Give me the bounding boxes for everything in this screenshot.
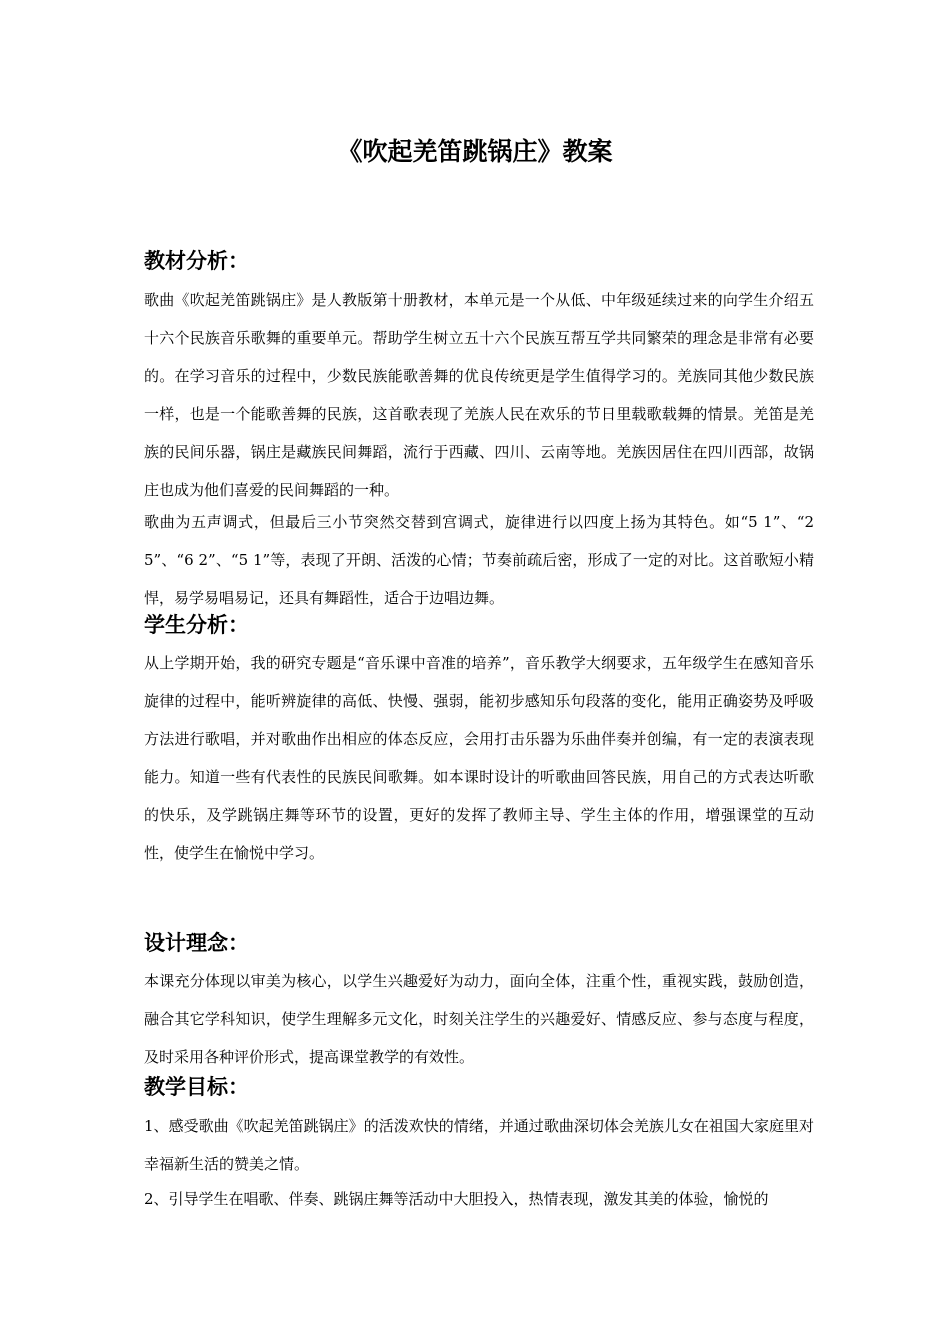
section-heading-student-analysis: 学生分析：: [144, 613, 249, 637]
section-heading-design-concept: 设计理念：: [144, 931, 249, 955]
document-title: 《吹起羌笛跳锅庄》教案: [337, 137, 613, 166]
paragraph-teaching-goal-2: 2、引导学生在唱歌、伴奏、跳锅庄舞等活动中大胆投入，热情表现，激发其美的体验，愉悦的: [144, 1190, 769, 1208]
paragraph-textbook-analysis-2: 歌曲为五声调式，但最后三小节突然交替到宫调式，旋律进行以四度上扬为其特色。如“5 1”、“2 5”、“6 2”、“5 1”等，表现了开朗、活泼的心情；节奏前疏后密，形成了一定的对比。这首歌短小精悍，易学易唱易记，还具有舞蹈性，适合于边唱边舞。: [144, 513, 814, 607]
paragraph-design-concept: 本课充分体现以审美为核心，以学生兴趣爱好为动力，面向全体，注重个性，重视实践，鼓励创造，融合其它学科知识，使学生理解多元文化，时刻关注学生的兴趣爱好、情感反应、参与态度与程度，及时采用各种评价形式，提高课堂教学的有效性。: [144, 972, 814, 1066]
paragraph-textbook-analysis-1: 歌曲《吹起羌笛跳锅庄》是人教版第十册教材，本单元是一个从低、中年级延续过来的向学生介绍五十六个民族音乐歌舞的重要单元。帮助学生树立五十六个民族互帮互学共同繁荣的理念是非常有必要的。在学习音乐的过程中，少数民族能歌善舞的优良传统更是学生值得学习的。羌族同其他少数民族一样，也是一个能歌善舞的民族，这首歌表现了羌族人民在欢乐的节日里载歌载舞的情景。羌笛是羌族的民间乐器，锅庄是藏族民间舞蹈，流行于西藏、四川、云南等地。羌族因居住在四川西部，故锅庄也成为他们喜爱的民间舞蹈的一种。: [144, 291, 814, 499]
section-heading-teaching-goals: 教学目标：: [144, 1075, 249, 1099]
paragraph-teaching-goal-1: 1、感受歌曲《吹起羌笛跳锅庄》的活泼欢快的情绪，并通过歌曲深切体会羌族儿女在祖国大家庭里对幸福新生活的赞美之情。: [144, 1117, 814, 1173]
paragraph-student-analysis: 从上学期开始，我的研究专题是“音乐课中音准的培养”，音乐教学大纲要求，五年级学生在感知音乐旋律的过程中，能听辨旋律的高低、快慢、强弱，能初步感知乐句段落的变化，能用正确姿势及呼吸方法进行歌唱，并对歌曲作出相应的体态反应，会用打击乐器为乐曲伴奏并创编，有一定的表演表现能力。知道一些有代表性的民族民间歌舞。如本课时设计的听歌曲回答民族，用自己的方式表达听歌的快乐，及学跳锅庄舞等环节的设置，更好的发挥了教师主导、学生主体的作用，增强课堂的互动性，使学生在愉悦中学习。: [144, 654, 814, 862]
section-heading-textbook-analysis: 教材分析：: [144, 249, 249, 273]
